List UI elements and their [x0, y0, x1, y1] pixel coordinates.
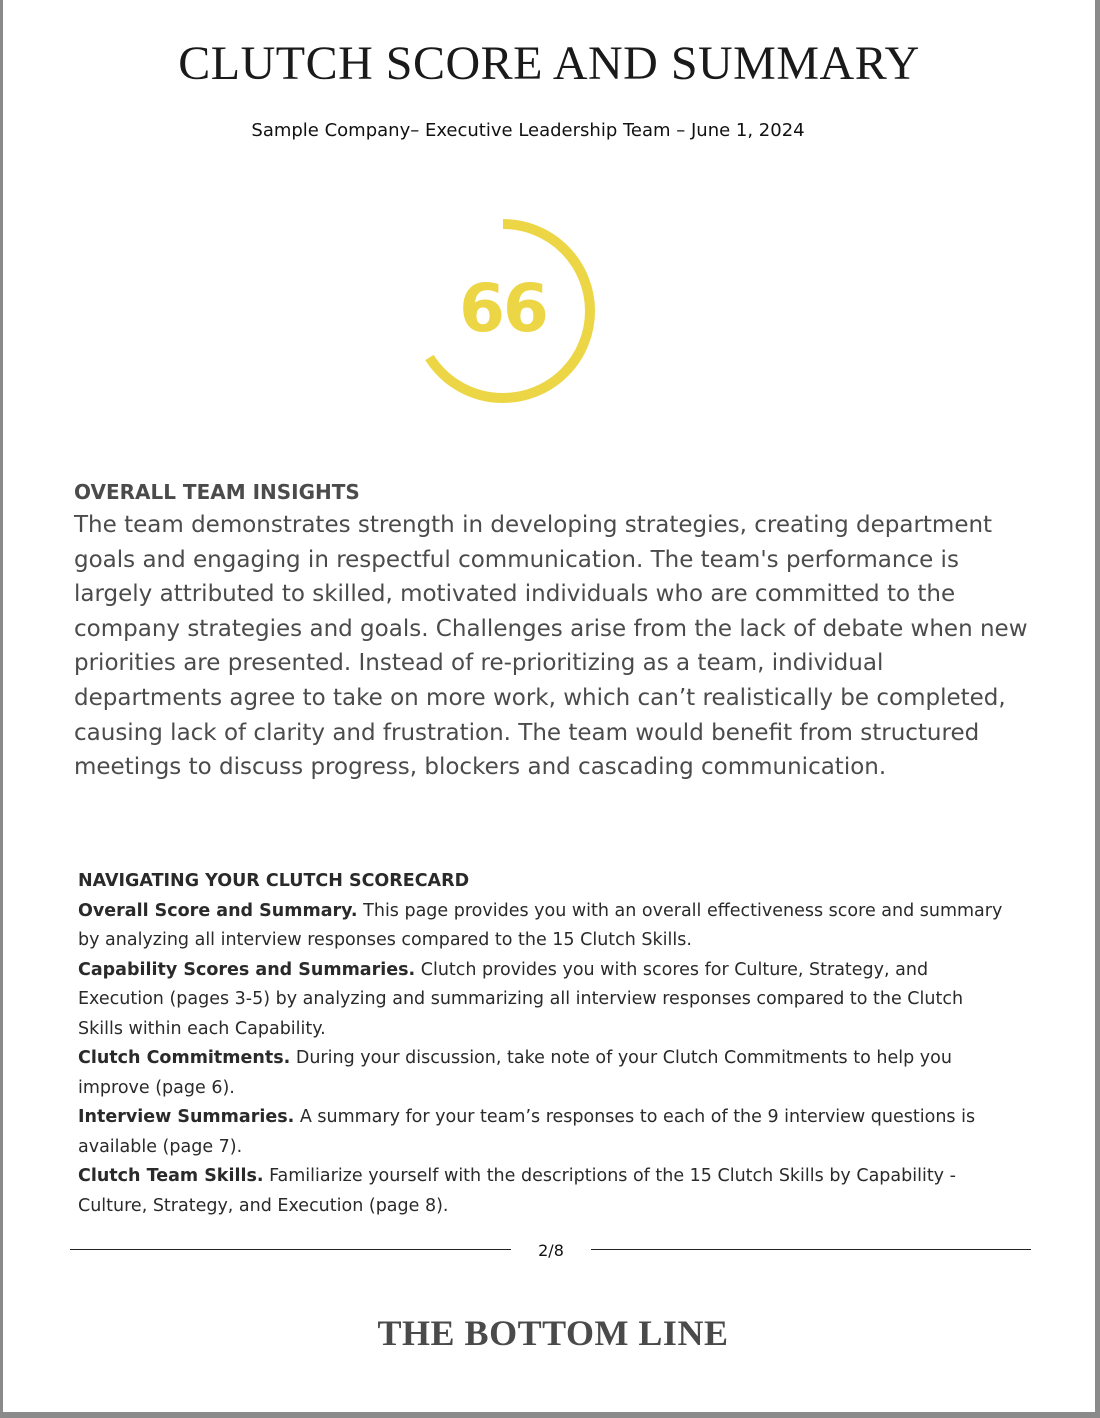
nav-item-interview-summaries: [78, 1103, 1008, 1162]
nav-item-capability-scores: [78, 956, 1008, 1045]
navigating-scorecard: [78, 867, 1008, 1221]
nav-item-title: Capability Scores and Summaries.: [78, 959, 416, 980]
footer-divider-left: [70, 1249, 511, 1250]
navigation-heading: NAVIGATING YOUR CLUTCH SCORECARD: [78, 871, 470, 891]
nav-item-text: Clutch provides you with scores for Culture, Strategy, and Execution (pages 3-5) by analyzing and summarizing all interview responses compared to the Clutch Skills within each Capability.: [78, 959, 964, 1039]
document-page: [3, 0, 1095, 1412]
nav-item-clutch-commitments: [78, 1044, 1008, 1103]
nav-item-text: During your discussion, take note of your Clutch Commitments to help you improve (page 6).: [78, 1048, 952, 1098]
overall-team-insights: [74, 480, 1034, 785]
insights-heading: OVERALL TEAM INSIGHTS: [74, 480, 360, 504]
nav-item-title: Overall Score and Summary.: [78, 900, 358, 921]
nav-item-team-skills: [78, 1162, 1008, 1221]
brand-logo-text: THE BOTTOM LINE: [377, 1313, 729, 1353]
nav-item-title: Clutch Team Skills.: [78, 1166, 264, 1186]
nav-item-text: This page provides you with an overall effectiveness score and summary by analyzing all interview responses compared to the 15 Clutch Skills.: [78, 900, 1003, 950]
page-subtitle: Sample Company– Executive Leadership Team – June 1, 2024: [251, 120, 805, 141]
score-gauge: [408, 216, 598, 406]
nav-item-title: Interview Summaries.: [78, 1107, 295, 1127]
nav-item-title: Clutch Commitments.: [78, 1048, 291, 1068]
score-value: 66: [459, 270, 547, 347]
insights-body: The team demonstrates strength in developing strategies, creating department goals and engaging in respectful communication. The team's performance is largely attributed to skilled, motivated individuals who are committed to the company strategies and goals. Challenges arise from the lack of debate when new priorities are presented. Instead of re-prioritizing as a team, individual departments agree to take on more work, which can’t realistically be completed, causing lack of clarity and frustration. The team would benefit from structured meetings to discuss progress, blockers and cascading communication.: [74, 512, 1028, 781]
nav-item-overall-score: [78, 897, 1008, 956]
nav-item-text: Familiarize yourself with the descriptions of the 15 Clutch Skills by Capability - Culture, Strategy, and Execution (page 8).: [78, 1166, 956, 1216]
page-title: CLUTCH SCORE AND SUMMARY: [178, 37, 920, 90]
footer-divider-right: [591, 1249, 1031, 1250]
page-number: 2/8: [538, 1241, 564, 1260]
nav-item-text: A summary for your team’s responses to each of the 9 interview questions is available (page 7).: [78, 1107, 976, 1157]
